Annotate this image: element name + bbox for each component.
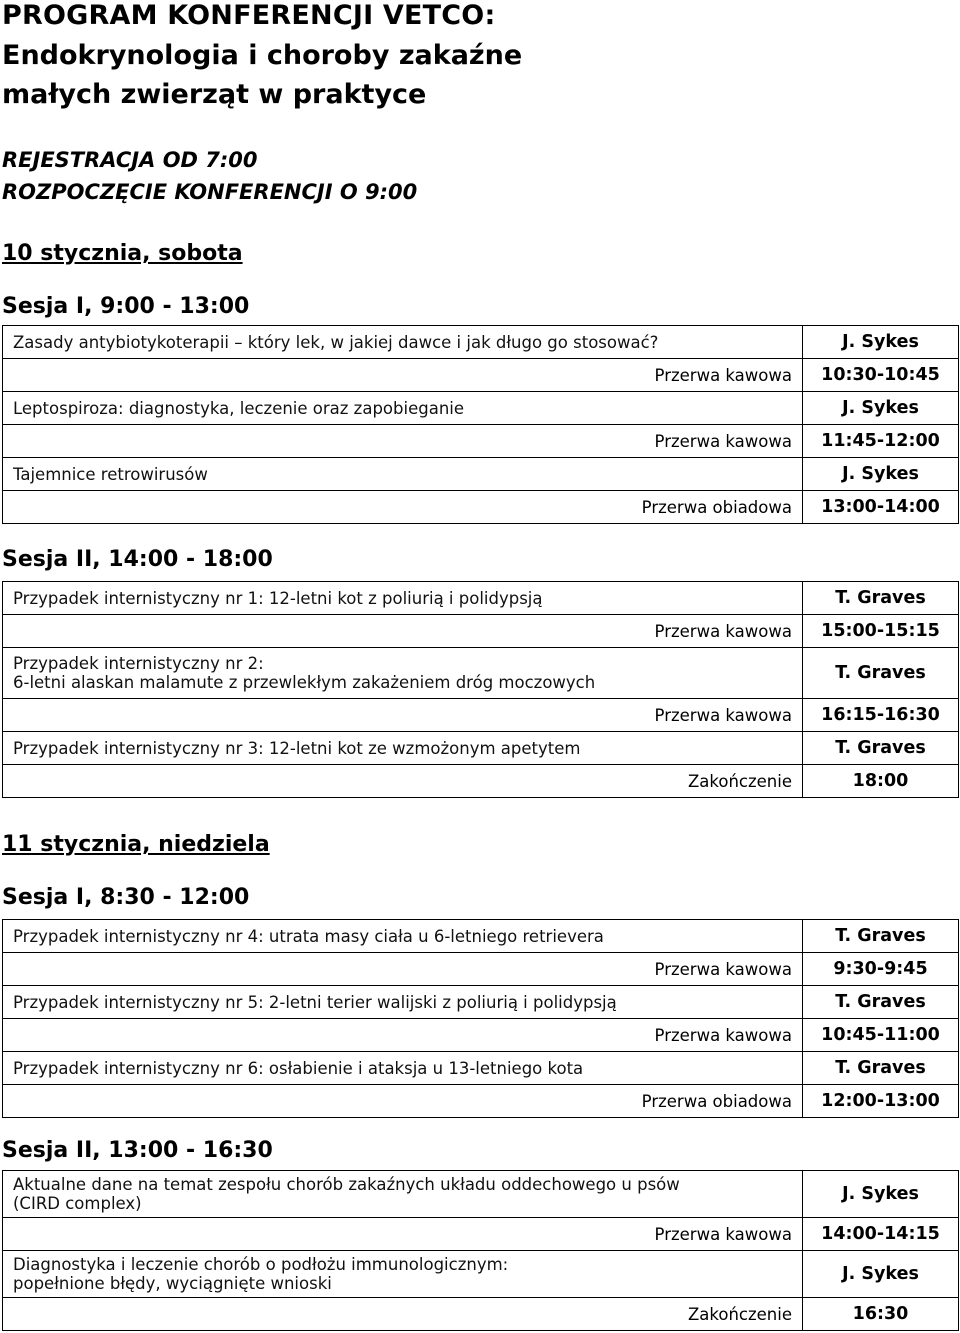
break-time: 16:30	[803, 1298, 959, 1331]
day-1-session-1-table	[2, 325, 959, 524]
break-time: 16:15-16:30	[803, 699, 959, 732]
program-row	[3, 920, 959, 953]
talk-title: Przypadek internistyczny nr 6: osłabienie i ataksja u 13-letniego kota	[3, 1052, 803, 1085]
break-row	[3, 491, 959, 524]
break-time: 18:00	[803, 765, 959, 798]
talk-title-two-line	[3, 1251, 803, 1298]
day-1-session-2-heading: Sesja II, 14:00 - 18:00	[2, 547, 273, 572]
talk-title: Zasady antybiotykoterapii – który lek, w jakiej dawce i jak długo go stosować?	[3, 326, 803, 359]
day-1-heading: 10 stycznia, sobota	[2, 241, 243, 266]
speaker-name: J. Sykes	[803, 392, 959, 425]
talk-title: Przypadek internistyczny nr 1: 12-letni kot z poliurią i polidypsją	[3, 582, 803, 615]
program-row	[3, 392, 959, 425]
break-row	[3, 1218, 959, 1251]
program-row	[3, 648, 959, 699]
break-time: 9:30-9:45	[803, 953, 959, 986]
break-row	[3, 953, 959, 986]
talk-title-line-2: popełnione błędy, wyciągnięte wnioski	[13, 1274, 332, 1293]
break-time: 13:00-14:00	[803, 491, 959, 524]
program-row	[3, 458, 959, 491]
day-1-session-2-table	[2, 581, 959, 798]
speaker-name: T. Graves	[803, 1052, 959, 1085]
break-row	[3, 359, 959, 392]
break-label: Przerwa kawowa	[3, 425, 803, 458]
talk-title-line-1: Przypadek internistyczny nr 2:	[13, 654, 264, 673]
day-2-session-1-heading: Sesja I, 8:30 - 12:00	[2, 885, 250, 910]
registration-info: REJESTRACJA OD 7:00	[2, 148, 258, 172]
day-2-session-2-table	[2, 1170, 959, 1331]
break-row	[3, 1019, 959, 1052]
break-label: Przerwa obiadowa	[3, 491, 803, 524]
talk-title: Przypadek internistyczny nr 4: utrata masy ciała u 6-letniego retrievera	[3, 920, 803, 953]
speaker-name: T. Graves	[803, 648, 959, 699]
speaker-name: T. Graves	[803, 986, 959, 1019]
talk-title: Tajemnice retrowirusów	[3, 458, 803, 491]
start-info: ROZPOCZĘCIE KONFERENCJI O 9:00	[2, 180, 418, 204]
break-time: 12:00-13:00	[803, 1085, 959, 1118]
break-row	[3, 615, 959, 648]
talk-title-line-2: 6-letni alaskan malamute z przewlekłym zakażeniem dróg moczowych	[13, 673, 596, 692]
page-title-line-3: małych zwierząt w praktyce	[2, 79, 427, 110]
talk-title-line-1: Aktualne dane na temat zespołu chorób zakaźnych układu oddechowego u psów	[13, 1175, 680, 1194]
break-time: 11:45-12:00	[803, 425, 959, 458]
talk-title-line-2: (CIRD complex)	[13, 1194, 142, 1213]
day-2-session-2-heading: Sesja II, 13:00 - 16:30	[2, 1138, 273, 1163]
program-row	[3, 326, 959, 359]
page-title-line-1: PROGRAM KONFERENCJI VETCO:	[2, 0, 496, 31]
speaker-name: J. Sykes	[803, 458, 959, 491]
break-row	[3, 699, 959, 732]
break-row	[3, 765, 959, 798]
speaker-name: T. Graves	[803, 582, 959, 615]
break-label: Przerwa kawowa	[3, 359, 803, 392]
break-label: Zakończenie	[3, 1298, 803, 1331]
speaker-name: J. Sykes	[803, 326, 959, 359]
break-label: Przerwa kawowa	[3, 615, 803, 648]
break-label: Przerwa kawowa	[3, 699, 803, 732]
break-label: Zakończenie	[3, 765, 803, 798]
day-2-heading: 11 stycznia, niedziela	[2, 832, 270, 857]
speaker-name: J. Sykes	[803, 1171, 959, 1218]
day-2-session-1-table	[2, 919, 959, 1118]
break-time: 10:45-11:00	[803, 1019, 959, 1052]
program-row	[3, 732, 959, 765]
program-row	[3, 582, 959, 615]
speaker-name: T. Graves	[803, 920, 959, 953]
break-time: 15:00-15:15	[803, 615, 959, 648]
break-time: 10:30-10:45	[803, 359, 959, 392]
talk-title: Przypadek internistyczny nr 5: 2-letni terier walijski z poliurią i polidypsją	[3, 986, 803, 1019]
talk-title: Przypadek internistyczny nr 3: 12-letni kot ze wzmożonym apetytem	[3, 732, 803, 765]
program-row	[3, 1171, 959, 1218]
talk-title-line-1: Diagnostyka i leczenie chorób o podłożu immunologicznym:	[13, 1255, 509, 1274]
break-label: Przerwa kawowa	[3, 953, 803, 986]
break-label: Przerwa kawowa	[3, 1218, 803, 1251]
break-row	[3, 1298, 959, 1331]
break-label: Przerwa kawowa	[3, 1019, 803, 1052]
break-row	[3, 425, 959, 458]
program-row	[3, 1052, 959, 1085]
talk-title-two-line	[3, 1171, 803, 1218]
day-1-session-1-heading: Sesja I, 9:00 - 13:00	[2, 294, 250, 319]
program-row	[3, 1251, 959, 1298]
speaker-name: J. Sykes	[803, 1251, 959, 1298]
program-row	[3, 986, 959, 1019]
talk-title: Leptospiroza: diagnostyka, leczenie oraz zapobieganie	[3, 392, 803, 425]
break-time: 14:00-14:15	[803, 1218, 959, 1251]
page-title-line-2: Endokrynologia i choroby zakaźne	[2, 40, 523, 71]
break-label: Przerwa obiadowa	[3, 1085, 803, 1118]
speaker-name: T. Graves	[803, 732, 959, 765]
talk-title-two-line	[3, 648, 803, 699]
break-row	[3, 1085, 959, 1118]
